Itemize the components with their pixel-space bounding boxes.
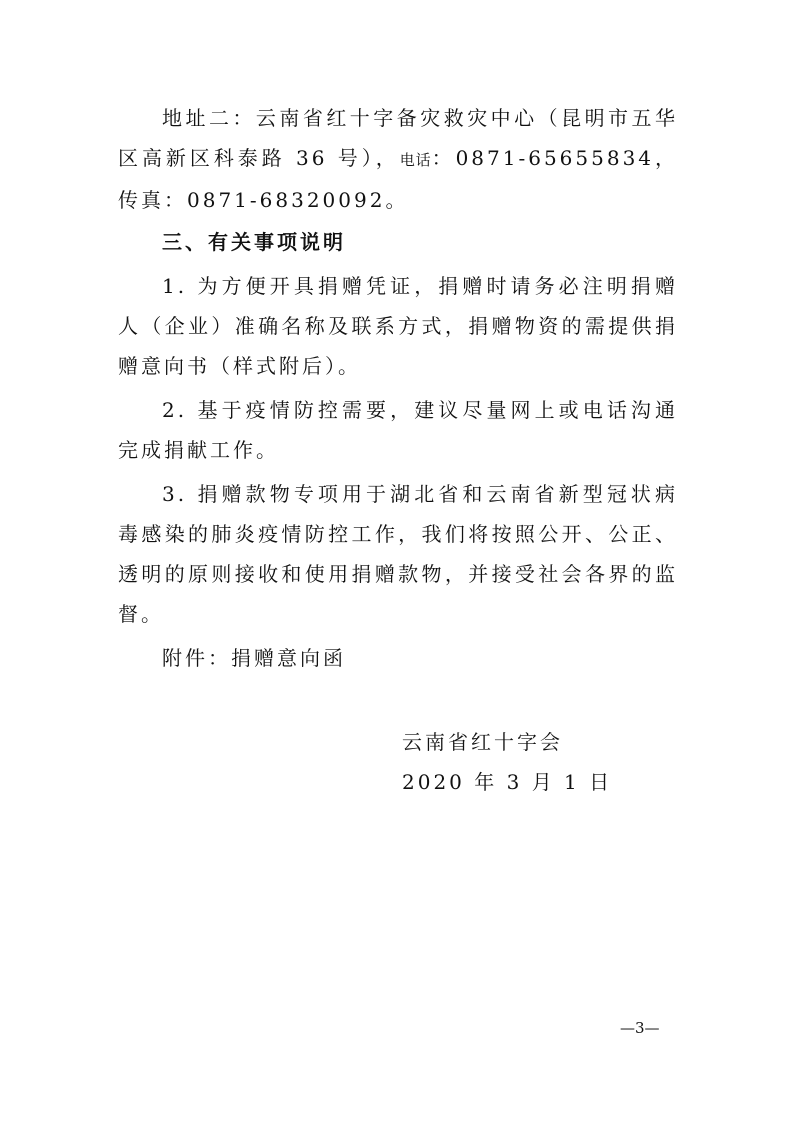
phone-fax-text: ：0871-65655834，传真：0871-68320092。 (118, 146, 678, 212)
address-paragraph (118, 98, 678, 220)
phone-label: 电话 (399, 151, 432, 169)
item-1-paragraph: 1. 为方便开具捐赠凭证，捐赠时请务必注明捐赠人（企业）准确名称及联系方式，捐赠物资的需提供捐赠意向书（样式附后）。 (118, 274, 678, 378)
item-3-paragraph: 3. 捐赠款物专项用于湖北省和云南省新型冠状病毒感染的肺炎疫情防控工作，我们将按照公开、公正、透明的原则接收和使用捐赠款物，并接受社会各界的监督。 (118, 482, 678, 626)
signature-date: 2020 年 3 月 1 日 (402, 770, 613, 794)
item-2-paragraph: 2. 基于疫情防控需要，建议尽量网上或电话沟通完成捐献工作。 (118, 398, 678, 462)
page-number: —3— (620, 1019, 660, 1037)
address-text: 地址二：云南省红十字备灾救灾中心（昆明市五华区高新区科泰路 36 号）， (118, 106, 678, 170)
signature-organization: 云南省红十字会 (402, 730, 563, 754)
section-heading: 三、有关事项说明 (162, 230, 346, 254)
attachment-line: 附件：捐赠意向函 (162, 646, 346, 670)
